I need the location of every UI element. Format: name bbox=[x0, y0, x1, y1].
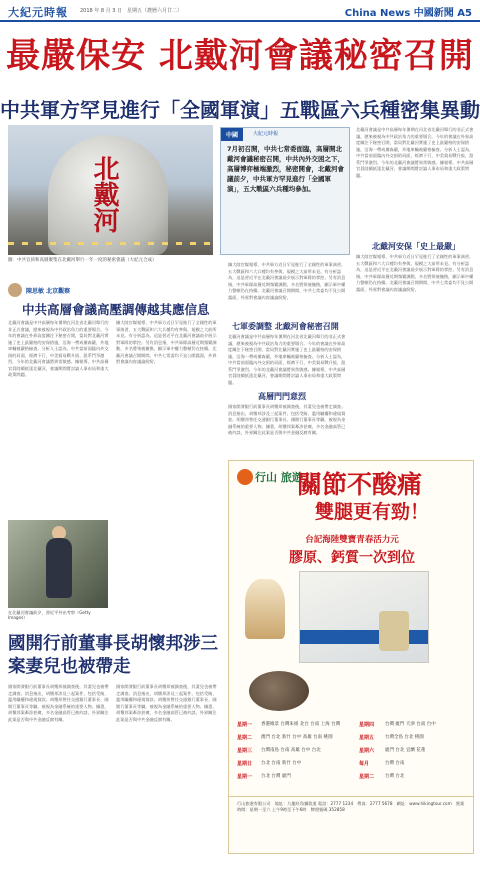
ad-headline-2: 雙腿更有勁！ bbox=[315, 501, 430, 523]
coastline-lights bbox=[8, 242, 213, 245]
article-text-col-mid: 北戴河會議是中共高層每年暑期在河北省北戴河舉行的非正式會議，歷來被視為中共政治角力的重要場合。今年的會議在外界高度關注下秘密召開，當局對北戴河實施了史上最嚴格的安保措施，沿海一帶戒備森嚴，外地車輛被嚴格檢查。分析人士認為，中共當前面臨內外交困的局面，經濟下行、中美貿易戰升級、派系鬥爭激烈，今年的北戴河會議將異常敏感。據報導，中共高層官員陸續抵達北戴河，會議期間將討論人事布局和重大政策問題。 bbox=[228, 334, 346, 385]
schedule-items2: 台灣 廈門 天津 台南 台中 bbox=[385, 722, 436, 727]
author-avatar bbox=[8, 283, 22, 297]
schedule-items2: 台灣全島 台北 桃園 bbox=[385, 735, 424, 740]
author-label: 陳思敏 北京觀察 bbox=[26, 288, 71, 295]
article-b-text-col-1: 國家開發銀行前董事長胡懷邦被調查後，其妻兒也被帶走調查。消息指出，胡懷邦涉及三起案件，包括受賄、濫用職權和違規貸款。胡懷邦曾任交通銀行董事長、國開行董事長等職，被視為金融系統的重要人物。據悉，胡懷邦案牽涉甚廣，多名金融高管已被約談，外界關注此案是否與中共金融反腐有關。 bbox=[8, 684, 109, 722]
article-text-col-mid-top: 據大陸官媒報導，中共軍方近日罕見進行了全國性的軍事演習，五大戰區和六大兵種均有參與，規模之大前所未見。有分析認為，這是習近平在北戴河會議前夕展示對軍隊的掌控。另有消息指，中共軍隊高層近期頻繁調動，多名將領被撤換，顯示軍中權力整頓仍在持續。北戴河會議召開期間，中共七常委均不見公開露面，外界對會議內容議論紛紛。 bbox=[228, 262, 346, 300]
sidebar-heading-gates: 高層門門意烈 bbox=[258, 391, 306, 401]
inset-tag: 中國 bbox=[221, 128, 243, 141]
schedule-row bbox=[237, 719, 469, 732]
ad-subline-1: 台記海陸雙寶青春活力元 bbox=[305, 535, 399, 545]
person-figure bbox=[46, 538, 72, 598]
newspaper-logo: 大紀元時報 bbox=[8, 6, 68, 19]
schedule-day2: 星期四 bbox=[359, 722, 375, 728]
article-text-col-right-top: 北戴河會議是中共高層每年暑期在河北省北戴河舉行的非正式會議，歷來被視為中共政治角力的重要場合。今年的會議在外界高度關注下秘密召開，當局對北戴河實施了史上最嚴格的安保措施，沿海一帶戒備森嚴，外地車輛被嚴格檢查。分析人士認為，中共當前面臨內外交困的局面，經濟下行、中美貿易戰升級、派系鬥爭激烈，今年的北戴河會議將異常敏感。據報導，中共高層官員陸續抵達北戴河，會議期間將討論人事布局和重大政策問題。 bbox=[356, 127, 474, 178]
schedule-day2: 每月 bbox=[359, 761, 370, 767]
main-headline: 最嚴保安 北戴河會議秘密召開 bbox=[6, 36, 474, 76]
bird-nest-image bbox=[245, 579, 285, 639]
ad-brand: 行山 旅遊 bbox=[255, 471, 303, 484]
article-b-text-col-2: 國家開發銀行前董事長胡懷邦被調查後，其妻兒也被帶走調查。消息指出，胡懷邦涉及三起案件，包括受賄、濫用職權和違規貸款。胡懷邦曾任交通銀行董事長、國開行董事長等職，被視為金融系統的重要人物。據悉，胡懷邦案牽涉甚廣，多名金融高管已被約談，外界關注此案是否與中共金融反腐有關。 bbox=[116, 684, 217, 722]
product-jar-image bbox=[379, 611, 409, 651]
schedule-day: 星期日 bbox=[237, 761, 253, 767]
health-supplement-ad[interactable] bbox=[228, 460, 474, 854]
schedule-day: 星期一 bbox=[237, 722, 253, 728]
schedule-items: 台灣南島 台南 高雄 台中 台北 bbox=[261, 748, 321, 753]
schedule-row bbox=[237, 771, 469, 784]
photo-caption: 圖：中共官員和高層聚集在北戴河舉行一年一度的秘密會議（大紀元合成） bbox=[8, 258, 157, 263]
schedule-items2: 台灣 台北 bbox=[385, 774, 405, 779]
schedule-items: 澳門 台北 新竹 台中 高雄 台南 桃園 bbox=[261, 735, 333, 740]
rock-inscription: 北戴河 bbox=[89, 155, 119, 233]
schedule-row bbox=[237, 758, 469, 771]
article-text-col-1: 北戴河會議是中共高層每年暑期在河北省北戴河舉行的非正式會議，歷來被視為中共政治角力的重要場合。今年的會議在外界高度關注下秘密召開，當局對北戴河實施了史上最嚴格的安保措施，沿海一帶戒備森嚴，外地車輛被嚴格檢查。分析人士認為，中共當前面臨內外交困的局面，經濟下行、中美貿易戰升級、派系鬥爭激烈，今年的北戴河會議將異常敏感。據報導，中共高層官員陸續抵達北戴河，會議期間將討論人事布局和重大政策問題。 bbox=[8, 320, 109, 377]
inset-source: 大紀元時報 bbox=[253, 131, 279, 137]
tour-schedule bbox=[237, 719, 469, 784]
ad-subline-2: 膠原、鈣質一次到位 bbox=[289, 550, 415, 566]
ad-logo bbox=[237, 467, 303, 497]
ad-headline-1: 關節不酸痛 bbox=[297, 470, 423, 499]
summary-inset bbox=[220, 127, 350, 255]
author-byline bbox=[8, 283, 213, 297]
article-headline-b: 國開行前董事長胡懷邦涉三案妻兒也被帶走 bbox=[8, 634, 218, 677]
sidebar-heading-security: 北戴河安保「史上最嚴」 bbox=[372, 241, 460, 251]
schedule-day2: 星期二 bbox=[359, 774, 375, 780]
schedule-row bbox=[237, 745, 469, 758]
article-text-col-right: 據大陸官媒報導，中共軍方近日罕見進行了全國性的軍事演習，五大戰區和六大兵種均有參與，規模之大前所未見。有分析認為，這是習近平在北戴河會議前夕展示對軍隊的掌控。另有消息指，中共軍隊高層近期頻繁調動，多名將領被撤換，顯示軍中權力整頓仍在持續。北戴河會議召開期間，中共七常委均不見公開露面，外界對會議內容議論紛紛。 bbox=[356, 254, 474, 292]
schedule-items2: 廈門 台北 宜蘭 花蓮 bbox=[385, 748, 426, 753]
schedule-day2: 星期五 bbox=[359, 735, 375, 741]
schedule-items: 香港維景 台灣朱姐 北台 台南 上海 台灣 bbox=[261, 722, 341, 727]
section-label: China News 中國新聞 A5 bbox=[344, 8, 472, 19]
photo2-caption: 在北戴河會議前夕，習近平外出考察（Getty Images） bbox=[8, 610, 91, 621]
schedule-items: 台北 台南 新竹 台中 bbox=[261, 761, 302, 766]
masthead bbox=[0, 0, 480, 22]
leader-photo bbox=[8, 520, 108, 608]
article-text-col-2: 據大陸官媒報導，中共軍方近日罕見進行了全國性的軍事演習，五大戰區和六大兵種均有參與，規模之大前所未見。有分析認為，這是習近平在北戴河會議前夕展示對軍隊的掌控。另有消息指，中共軍隊高層近期頻繁調動，多名將領被撤換，顯示軍中權力整頓仍在持續。北戴河會議召開期間，中共七常委均不見公開露面，外界對會議內容議論紛紛。 bbox=[116, 320, 217, 364]
product-box-image bbox=[299, 571, 429, 663]
schedule-day2: 星期六 bbox=[359, 748, 375, 754]
schedule-row bbox=[237, 732, 469, 745]
schedule-day: 星期一 bbox=[237, 774, 253, 780]
schedule-items: 台北 台灣 廈門 bbox=[261, 774, 291, 779]
issue-date: 2018 年 8 月 3 日 星期五（農曆六月廿二） bbox=[80, 8, 183, 14]
article-headline-a: 中共高層會議高壓調傳越其應信息 bbox=[22, 302, 210, 317]
ad-footer: 行山旅遊有限公司 地址：九龍旺角彌敦道 電話：2777 1234 傳真：2777 5678 網址：www.hikingtour.com 營業時間：星期一至六 上午9時至下午6時 牌照號碼 352858 bbox=[229, 796, 474, 854]
schedule-items2: 台灣 台南 bbox=[385, 761, 405, 766]
sidebar-heading-military: 七軍委調整 北戴河會秘密召開 bbox=[232, 321, 339, 331]
abalone-image bbox=[249, 671, 309, 711]
inset-body: 7月初召開，中共七常委面臨，高層開北戴河會議秘密召開，中共內外交困之下，高層博弈極端激烈，秘密開會，北戴河會議前夕，中共軍方罕見進行「全國軍演」，五大戰區六兵種均參加。 bbox=[227, 145, 344, 194]
beidaihe-rock-photo bbox=[8, 125, 213, 255]
sub-headline: 中共軍方罕見進行「全國軍演」五戰區六兵種密集異動 bbox=[0, 98, 480, 122]
schedule-day: 星期三 bbox=[237, 748, 253, 754]
hiking-logo-icon bbox=[237, 469, 253, 485]
article-text-col-mid-bottom: 國家開發銀行前董事長胡懷邦被調查後，其妻兒也被帶走調查。消息指出，胡懷邦涉及三起案件，包括受賄、濫用職權和違規貸款。胡懷邦曾任交通銀行董事長、國開行董事長等職，被視為金融系統的重要人物。據悉，胡懷邦案牽涉甚廣，多名金融高管已被約談，外界關注此案是否與中共金融反腐有關。 bbox=[228, 404, 346, 435]
schedule-day: 星期二 bbox=[237, 735, 253, 741]
